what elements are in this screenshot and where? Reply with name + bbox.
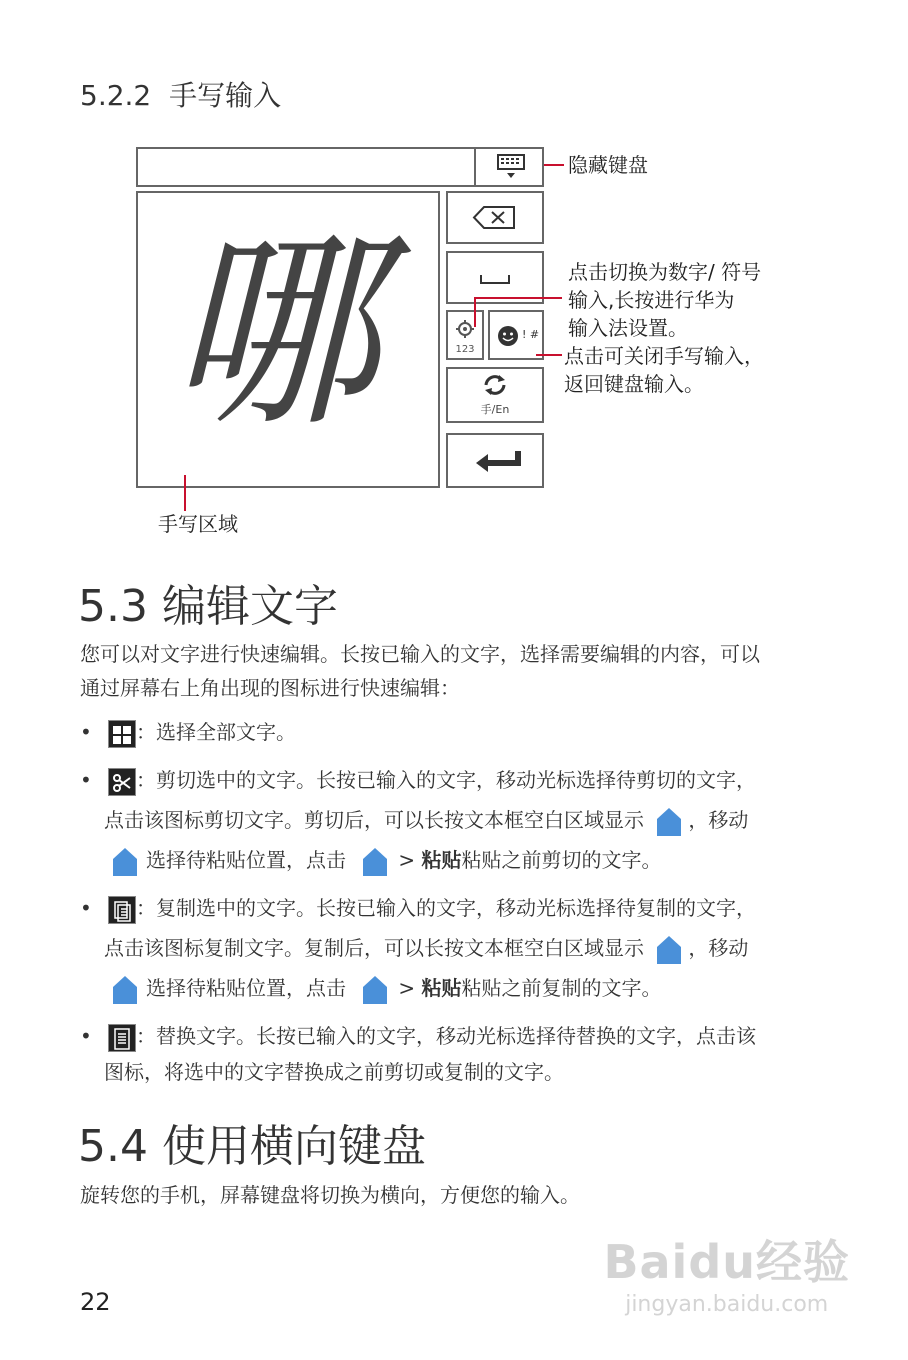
cursor-handle-icon [656, 807, 682, 837]
space-icon [448, 253, 542, 302]
bullet-1-text: ：选择全部文字。 [136, 720, 296, 744]
watermark-main: Baidu经验 [603, 1235, 850, 1289]
settings-123-button[interactable] [446, 310, 484, 360]
smiley-icon [496, 324, 520, 348]
bullet-replace-line2: 图标，将选中的文字替换成之前剪切或复制的文字。 [104, 1060, 564, 1084]
bullet-marker: • [80, 720, 92, 744]
cursor-handle-icon [112, 847, 138, 877]
bullet-copy-line2 [104, 928, 748, 968]
bullet-2-line2a: 点击该图标剪切文字。剪切后，可以长按文本框空白区域显示 [104, 808, 644, 832]
hide-keyboard-button[interactable] [474, 147, 544, 187]
lang-toggle-button[interactable] [446, 367, 544, 423]
paste-label: 粘贴 [421, 848, 462, 872]
bullet-2-line1: ：剪切选中的文字。长按已输入的文字，移动光标选择待剪切的文字， [136, 768, 756, 792]
intro-line-1: 您可以对文字进行快速编辑。长按已输入的文字，选择需要编辑的内容，可以 [80, 642, 760, 666]
refresh-icon [448, 369, 542, 401]
callout-line-switch-v [474, 297, 476, 327]
copy-icon [108, 896, 136, 924]
bullet-marker: • [80, 768, 92, 792]
subsection-number: 5.2.2 [80, 79, 152, 112]
bullet-3-line3c: 粘贴之前复制的文字。 [461, 976, 662, 1000]
bullet-3-line1: ：复制选中的文字。长按已输入的文字，移动光标选择待复制的文字， [136, 896, 756, 920]
bullet-3-line2a: 点击该图标复制文字。复制后，可以长按文本框空白区域显示 [104, 936, 644, 960]
callout-line-hide [544, 164, 564, 166]
callout-switch-line2: 输入,长按进行华为 [568, 288, 735, 312]
watermark-sub: jingyan.baidu.com [625, 1292, 829, 1317]
cursor-handle-icon [112, 975, 138, 1005]
subsection-heading [80, 74, 281, 114]
callout-close-line1: 点击可关闭手写输入， [564, 344, 764, 368]
bullet-cut-line2 [104, 800, 748, 840]
bullet-copy-line3 [112, 968, 661, 1008]
bullet-3-line3a: 选择待粘贴位置，点击 [146, 976, 346, 1000]
bullet-cut-line3 [112, 840, 661, 880]
callout-line-close [536, 354, 562, 356]
bullet-2-line3c: 粘贴之前剪切的文字。 [461, 848, 662, 872]
callout-line-switch-h [474, 297, 562, 299]
section-intro [80, 637, 760, 705]
keyboard-hide-icon [476, 149, 542, 185]
bullet-marker: • [80, 1024, 92, 1048]
cursor-handle-icon [656, 935, 682, 965]
emoji-symbol-label: ! # [522, 328, 540, 341]
replace-icon [108, 1024, 136, 1052]
cursor-handle-icon [362, 847, 388, 877]
enter-button[interactable] [446, 433, 544, 488]
section-5-4-text: 旋转您的手机，屏幕键盘将切换为横向，方便您的输入。 [80, 1183, 580, 1207]
callout-switch [568, 258, 761, 342]
enter-icon [448, 435, 542, 486]
backspace-button[interactable] [446, 191, 544, 244]
callout-line-area [184, 475, 186, 511]
page-number: 22 [80, 1288, 111, 1316]
section-heading-5-3 [78, 570, 338, 634]
bullet-2-line3b: > [398, 848, 422, 872]
select-all-icon [108, 720, 136, 748]
settings-123-label: 123 [455, 344, 475, 355]
section-number: 5.4 [78, 1121, 148, 1172]
callout-switch-line1: 点击切换为数字/ 符号 [568, 260, 762, 284]
bullet-marker: • [80, 896, 92, 920]
intro-line-2: 通过屏幕右上角出现的图标进行快速编辑： [80, 676, 460, 700]
bullet-replace-line1 [108, 1016, 756, 1056]
gear-icon [448, 314, 482, 342]
bullet-2-line3a: 选择待粘贴位置，点击 [146, 848, 346, 872]
handwritten-char: 哪 [168, 210, 379, 455]
bullet-3-line3b: > [398, 976, 422, 1000]
bullet-copy-line1 [108, 888, 756, 928]
bullet-select-all [108, 712, 296, 752]
baidu-watermark [603, 1226, 850, 1317]
section-title: 使用横向键盘 [161, 1121, 426, 1172]
callout-close [564, 342, 764, 398]
bullet-3-line2b: ，移动 [688, 936, 749, 960]
section-number: 5.3 [78, 581, 148, 632]
paste-label: 粘贴 [421, 976, 462, 1000]
subsection-title: 手写输入 [169, 79, 282, 112]
callout-handwriting-area: 手写区域 [158, 512, 238, 536]
cursor-handle-icon [362, 975, 388, 1005]
emoji-symbol-button[interactable] [488, 310, 544, 360]
section-title: 编辑文字 [161, 581, 338, 632]
callout-close-line2: 返回键盘输入。 [564, 372, 704, 396]
section-heading-5-4 [78, 1110, 426, 1174]
callout-switch-line3: 输入法设置。 [568, 316, 688, 340]
handwriting-area[interactable] [136, 191, 440, 488]
bullet-2-line2b: ，移动 [688, 808, 749, 832]
lang-toggle-label: 手/En [480, 403, 510, 416]
callout-hide-keyboard: 隐藏键盘 [568, 153, 648, 177]
cut-icon [108, 768, 136, 796]
backspace-icon [448, 193, 542, 242]
bullet-cut-line1 [108, 760, 756, 800]
bullet-4-line1: ：替换文字。长按已输入的文字，移动光标选择待替换的文字，点击该 [136, 1024, 756, 1048]
